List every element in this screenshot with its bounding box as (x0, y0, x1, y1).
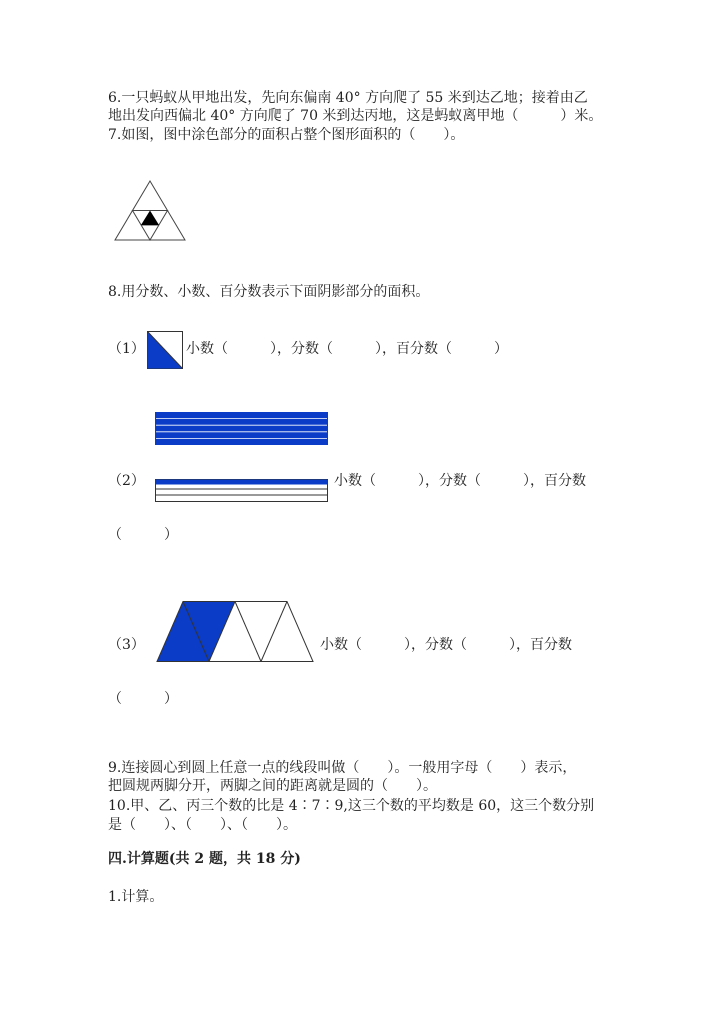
q8-p2-answer: 小数（ ），分数（ ），百分数 (334, 473, 586, 489)
q8-p1-answer: 小数（ ），分数（ ），百分数（ ） (186, 341, 508, 357)
q8-p1-square-figure (147, 331, 183, 369)
q8-p2-partial-bar-figure (155, 479, 329, 503)
q9-line2: 把圆规两脚分开，两脚之间的距离就是圆的（ ）。 (108, 778, 437, 794)
q8-p3-label: （3） (108, 637, 145, 653)
q8-p2-continuation: （ ） (108, 527, 178, 543)
q6-line2: 地出发向西偏北 40° 方向爬了 70 米到达丙地，这是蚂蚁离甲地（ ）米。 (108, 108, 603, 124)
q7-text: 7.如图，图中涂色部分的面积占整个图形面积的（ ）。 (108, 127, 465, 143)
q7-triangle-figure (114, 180, 186, 242)
q8-p2-label: （2） (108, 473, 145, 489)
q8-p3-continuation: （ ） (108, 691, 178, 707)
q8-p3-answer: 小数（ ），分数（ ），百分数 (320, 637, 572, 653)
q8-p2-shaded-strip (156, 480, 328, 485)
q8-p2-shaded-bar-figure (155, 412, 329, 446)
section-4-heading: 四.计算题(共 2 题，共 18 分) (108, 851, 301, 867)
q9-line1: 9.连接圆心到圆上任意一点的线段叫做（ ）。一般用字母（ ）表示， (108, 760, 577, 776)
q10-line1: 10.甲、乙、丙三个数的比是 4∶7∶9,这三个数的平均数是 60，这三个数分别 (108, 798, 595, 814)
q8-p3-triangles-figure (156, 601, 316, 663)
q10-line2: 是（ ）、（ ）、（ ）。 (108, 817, 297, 833)
q6-line1: 6.一只蚂蚁从甲地出发，先向东偏南 40° 方向爬了 55 米到达乙地；接着由乙 (108, 90, 588, 106)
q8-text: 8.用分数、小数、百分数表示下面阴影部分的面积。 (108, 284, 430, 300)
calc-q1-text: 1.计算。 (108, 889, 164, 905)
q8-p1-label: （1） (108, 341, 145, 357)
